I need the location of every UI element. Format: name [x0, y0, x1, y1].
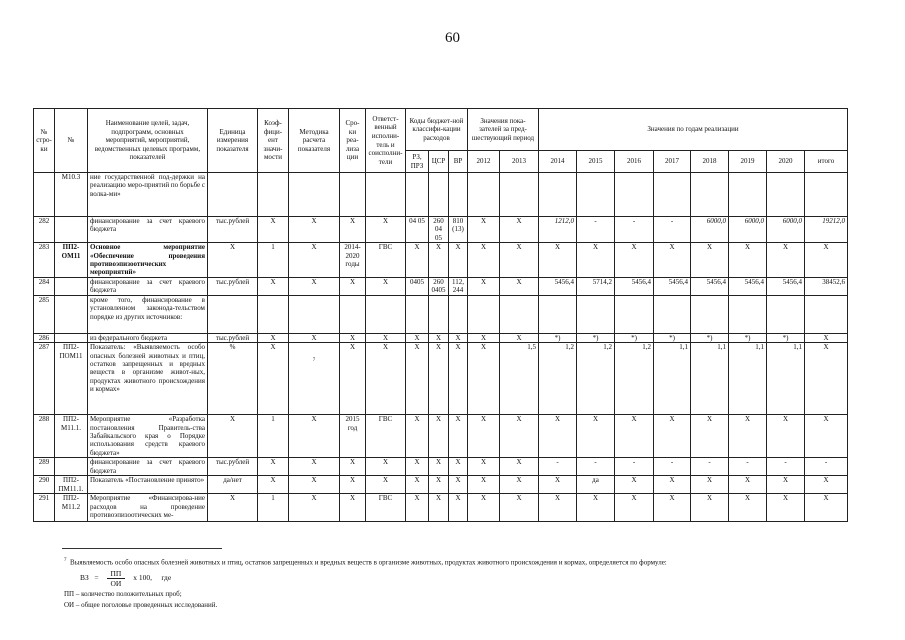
- cell-prev-value: X: [468, 476, 500, 494]
- cell-year-value: 5456,4: [539, 277, 577, 295]
- cell-resp: ГВС: [366, 243, 406, 278]
- cell-n: 291: [34, 494, 55, 522]
- cell-csr: X: [429, 494, 449, 522]
- table-row: [34, 343, 848, 415]
- cell-coef: [258, 295, 289, 333]
- cell-year-value: X: [767, 476, 805, 494]
- cell-method: [289, 173, 340, 217]
- cell-year-value: [729, 173, 767, 217]
- cell-method: X: [289, 277, 340, 295]
- cell-total: [805, 173, 848, 217]
- cell-prev-value: X: [500, 415, 539, 458]
- cell-code: [55, 277, 88, 295]
- cell-resp: [366, 295, 406, 333]
- cell-year-value: X: [691, 415, 729, 458]
- header-code: №: [55, 109, 88, 173]
- cell-name: ние государственной под-держки на реализацию меро-приятий по борьбе с волка-ми»: [88, 173, 208, 217]
- cell-year-value: [691, 173, 729, 217]
- table-header: [34, 109, 848, 173]
- cell-name: финансирование за счет краевого бюджета: [88, 458, 208, 476]
- cell-year-value: X: [654, 415, 691, 458]
- cell-csr: X: [429, 415, 449, 458]
- table-row: [34, 217, 848, 243]
- cell-method: X: [289, 415, 340, 458]
- cell-vr: [449, 295, 468, 333]
- definition-pp: ПП – количество положительных проб;: [64, 590, 182, 598]
- cell-coef: [258, 173, 289, 217]
- cell-total: X: [805, 476, 848, 494]
- cell-name: кроме того, финансирование в установленном законода-тельством порядке из других источников:: [88, 295, 208, 333]
- cell-year-value: *): [691, 333, 729, 342]
- cell-prev-value: X: [468, 333, 500, 342]
- cell-method: X: [289, 494, 340, 522]
- cell-csr: X: [429, 476, 449, 494]
- cell-year-value: 5456,4: [654, 277, 691, 295]
- cell-prev-value: X: [468, 217, 500, 243]
- cell-resp: X: [366, 476, 406, 494]
- cell-vr: X: [449, 415, 468, 458]
- cell-rz: [406, 295, 429, 333]
- cell-year-value: 1,1: [654, 343, 691, 415]
- cell-year-value: X: [615, 494, 654, 522]
- cell-year-value: X: [615, 476, 654, 494]
- cell-prev-value: X: [468, 277, 500, 295]
- cell-year-value: 1,2: [615, 343, 654, 415]
- cell-coef: X: [258, 333, 289, 342]
- cell-resp: X: [366, 458, 406, 476]
- formula-numerator: ПП: [107, 569, 126, 579]
- cell-year-value: -: [654, 217, 691, 243]
- cell-unit: [208, 295, 258, 333]
- cell-year-value: X: [767, 415, 805, 458]
- cell-vr: X: [449, 343, 468, 415]
- cell-csr: 260 04 05: [429, 217, 449, 243]
- cell-year-value: X: [539, 243, 577, 278]
- cell-year-value: X: [767, 243, 805, 278]
- cell-total: X: [805, 343, 848, 415]
- cell-coef: X: [258, 458, 289, 476]
- cell-prev-value: X: [500, 494, 539, 522]
- cell-year-value: *): [654, 333, 691, 342]
- cell-rz: X: [406, 343, 429, 415]
- definition-oi: ОИ – общее поголовье проведенных исследований.: [64, 601, 218, 609]
- cell-year-value: X: [577, 415, 615, 458]
- cell-unit: да/нет: [208, 476, 258, 494]
- cell-year-value: [577, 173, 615, 217]
- cell-year-value: -: [654, 458, 691, 476]
- cell-rz: X: [406, 458, 429, 476]
- cell-name: финансирование за счет краевого бюджета: [88, 277, 208, 295]
- cell-name: Показатель: «Выявляемость особо опасных болезней животных и птиц, остатков запрещенных и вредных веществ в организме живот-ных, продуктах животного происхождения и кормах»: [88, 343, 208, 415]
- cell-vr: X: [449, 494, 468, 522]
- cell-vr: 112, 244: [449, 277, 468, 295]
- cell-name: Показатель «Постановление принято»: [88, 476, 208, 494]
- cell-total: X: [805, 494, 848, 522]
- cell-name: Мероприятие «Разработка постановления Правитель-ства Забайкальского края о Порядке использования средств краевого бюджета»: [88, 415, 208, 458]
- cell-year-value: X: [539, 415, 577, 458]
- cell-term: X: [340, 343, 366, 415]
- cell-year-value: [539, 173, 577, 217]
- cell-n: 287: [34, 343, 55, 415]
- cell-vr: X: [449, 333, 468, 342]
- cell-prev-value: X: [500, 476, 539, 494]
- cell-year-value: 6000,0: [767, 217, 805, 243]
- cell-prev-value: X: [468, 458, 500, 476]
- cell-rz: X: [406, 476, 429, 494]
- cell-year-value: *): [539, 333, 577, 342]
- cell-year-value: [767, 173, 805, 217]
- cell-year-value: X: [577, 243, 615, 278]
- table-row: [34, 243, 848, 278]
- cell-prev-value: X: [500, 217, 539, 243]
- cell-year-value: -: [767, 458, 805, 476]
- footnote-body: Выявляемость особо опасных болезней животных и птиц, остатков запрещенных и вредных веществ в организме животных, продуктах животного происхождения и кормах, определяется по формуле:: [70, 558, 667, 567]
- cell-year-value: 1,2: [539, 343, 577, 415]
- cell-n: 284: [34, 277, 55, 295]
- cell-prev-value: X: [500, 243, 539, 278]
- cell-year-value: -: [539, 458, 577, 476]
- cell-name: из федерального бюджета: [88, 333, 208, 342]
- cell-method: 7: [289, 343, 340, 415]
- cell-year-value: X: [615, 415, 654, 458]
- cell-vr: 810 (13): [449, 217, 468, 243]
- table-row: [34, 476, 848, 494]
- cell-year-value: X: [654, 494, 691, 522]
- cell-rz: 0405: [406, 277, 429, 295]
- header-responsible: Ответст-венный исполни-тель и соисполни-тели: [366, 109, 406, 173]
- cell-code: [55, 333, 88, 342]
- cell-year-value: да: [577, 476, 615, 494]
- header-year: 2015: [577, 151, 615, 173]
- cell-csr: [429, 173, 449, 217]
- cell-csr: X: [429, 458, 449, 476]
- cell-method: X: [289, 458, 340, 476]
- cell-year-value: X: [729, 476, 767, 494]
- cell-coef: 1: [258, 415, 289, 458]
- cell-term: X: [340, 333, 366, 342]
- cell-year-value: X: [615, 243, 654, 278]
- cell-total: X: [805, 333, 848, 342]
- cell-n: 289: [34, 458, 55, 476]
- cell-rz: X: [406, 333, 429, 342]
- cell-code: ПП2-М11.2: [55, 494, 88, 522]
- cell-year-value: [654, 173, 691, 217]
- cell-code: ПП2-М11.1.: [55, 415, 88, 458]
- cell-unit: [208, 173, 258, 217]
- cell-year-value: -: [615, 217, 654, 243]
- cell-coef: X: [258, 343, 289, 415]
- cell-year-value: -: [615, 458, 654, 476]
- header-year: 2013: [500, 151, 539, 173]
- footnote-marker: 7: [64, 558, 67, 563]
- cell-code: [55, 458, 88, 476]
- cell-year-value: *): [577, 333, 615, 342]
- cell-method: X: [289, 333, 340, 342]
- footnote-divider: [62, 548, 222, 549]
- cell-prev-value: 1,5: [500, 343, 539, 415]
- table-row: [34, 295, 848, 333]
- cell-term: X: [340, 217, 366, 243]
- cell-csr: X: [429, 333, 449, 342]
- table-row: [34, 458, 848, 476]
- cell-term: X: [340, 277, 366, 295]
- header-budget-codes: Коды бюджет-ной классифи-кации расходов: [406, 109, 468, 151]
- cell-unit: тыс.рублей: [208, 277, 258, 295]
- cell-term: [340, 173, 366, 217]
- formula-equals: =: [94, 573, 99, 583]
- formula-fraction: [107, 569, 126, 588]
- cell-year-value: X: [729, 243, 767, 278]
- cell-coef: X: [258, 277, 289, 295]
- header-year: 2018: [691, 151, 729, 173]
- header-vr: ВР: [449, 151, 468, 173]
- cell-total: -: [805, 458, 848, 476]
- cell-year-value: 1212,0: [539, 217, 577, 243]
- cell-term: X: [340, 494, 366, 522]
- header-name: Наименование целей, задач, подпрограмм, основных мероприятий, мероприятий, ведомственных целевых программ, показателей: [88, 109, 208, 173]
- cell-vr: [449, 173, 468, 217]
- header-coef: Коэф-фици-ент значи-мости: [258, 109, 289, 173]
- header-year: 2012: [468, 151, 500, 173]
- header-csr: ЦСР: [429, 151, 449, 173]
- header-year: 2017: [654, 151, 691, 173]
- cell-prev-value: X: [500, 333, 539, 342]
- cell-resp: ГВС: [366, 415, 406, 458]
- cell-prev-value: X: [468, 415, 500, 458]
- cell-rz: X: [406, 494, 429, 522]
- cell-total: 38452,6: [805, 277, 848, 295]
- cell-year-value: X: [691, 494, 729, 522]
- cell-csr: 260 0405: [429, 277, 449, 295]
- cell-year-value: 6000,0: [691, 217, 729, 243]
- cell-unit: тыс.рублей: [208, 217, 258, 243]
- cell-name: Основное мероприятие «Обеспечение проведения противоэпизоотических мероприятий»: [88, 243, 208, 278]
- cell-code: М10.3: [55, 173, 88, 217]
- table-row: [34, 277, 848, 295]
- header-prev-values: Значения пока-зателей за пред-шествующий период: [468, 109, 539, 151]
- cell-total: X: [805, 243, 848, 278]
- cell-unit: X: [208, 415, 258, 458]
- cell-code: [55, 217, 88, 243]
- cell-year-value: -: [577, 217, 615, 243]
- cell-year-value: 5714,2: [577, 277, 615, 295]
- cell-method: X: [289, 476, 340, 494]
- cell-coef: X: [258, 476, 289, 494]
- header-unit: Единица измерения показателя: [208, 109, 258, 173]
- cell-year-value: -: [691, 458, 729, 476]
- cell-total: [805, 295, 848, 333]
- cell-resp: X: [366, 343, 406, 415]
- cell-coef: 1: [258, 243, 289, 278]
- cell-prev-value: [500, 295, 539, 333]
- cell-year-value: X: [767, 494, 805, 522]
- formula-where: где: [161, 573, 172, 583]
- cell-year-value: [691, 295, 729, 333]
- table-row: [34, 494, 848, 522]
- cell-year-value: [654, 295, 691, 333]
- cell-prev-value: X: [468, 343, 500, 415]
- cell-year-value: [539, 295, 577, 333]
- header-terms: Сро-ки реа-лиза ции: [340, 109, 366, 173]
- cell-term: [340, 295, 366, 333]
- cell-n: 282: [34, 217, 55, 243]
- cell-rz: 04 05: [406, 217, 429, 243]
- cell-year-value: [577, 295, 615, 333]
- cell-prev-value: X: [500, 458, 539, 476]
- table-body: [34, 173, 848, 522]
- cell-vr: X: [449, 476, 468, 494]
- formula-rhs: х 100,: [133, 573, 152, 583]
- header-year: 2019: [729, 151, 767, 173]
- table-row: [34, 333, 848, 342]
- cell-year-value: -: [577, 458, 615, 476]
- cell-rz: X: [406, 415, 429, 458]
- cell-term: 2015 год: [340, 415, 366, 458]
- cell-rz: [406, 173, 429, 217]
- header-year: 2016: [615, 151, 654, 173]
- cell-term: X: [340, 476, 366, 494]
- cell-code: [55, 295, 88, 333]
- header-year-values: Значения по годам реализации: [539, 109, 848, 151]
- cell-unit: X: [208, 494, 258, 522]
- cell-year-value: X: [654, 476, 691, 494]
- cell-prev-value: [500, 173, 539, 217]
- cell-n: 285: [34, 295, 55, 333]
- cell-year-value: X: [729, 415, 767, 458]
- cell-year-value: X: [654, 243, 691, 278]
- cell-coef: X: [258, 217, 289, 243]
- cell-method: X: [289, 243, 340, 278]
- cell-year-value: 1,1: [729, 343, 767, 415]
- cell-year-value: X: [691, 243, 729, 278]
- cell-unit: X: [208, 243, 258, 278]
- cell-csr: [429, 295, 449, 333]
- cell-name: финансирование за счет краевого бюджета: [88, 217, 208, 243]
- cell-prev-value: X: [468, 243, 500, 278]
- cell-vr: X: [449, 458, 468, 476]
- cell-year-value: *): [729, 333, 767, 342]
- header-row-num: № стро-ки: [34, 109, 55, 173]
- cell-resp: ГВС: [366, 494, 406, 522]
- cell-resp: [366, 173, 406, 217]
- formula: [80, 569, 171, 588]
- cell-year-value: 1,2: [577, 343, 615, 415]
- formula-denominator: ОИ: [110, 579, 122, 588]
- cell-year-value: [729, 295, 767, 333]
- cell-method: X: [289, 217, 340, 243]
- cell-name: Мероприятие «Финансирова-ние расходов на проведение противоэпизоотических ме-: [88, 494, 208, 522]
- cell-prev-value: [468, 173, 500, 217]
- cell-term: X: [340, 458, 366, 476]
- cell-total: X: [805, 415, 848, 458]
- cell-year-value: [615, 295, 654, 333]
- table-row: [34, 173, 848, 217]
- cell-year-value: 5456,4: [729, 277, 767, 295]
- cell-n: [34, 173, 55, 217]
- cell-year-value: X: [729, 494, 767, 522]
- cell-year-value: [767, 295, 805, 333]
- cell-total: 19212,0: [805, 217, 848, 243]
- cell-year-value: 6000,0: [729, 217, 767, 243]
- cell-year-value: 5456,4: [615, 277, 654, 295]
- cell-year-value: X: [539, 476, 577, 494]
- cell-vr: X: [449, 243, 468, 278]
- cell-code: ПП2-ПМ11.1.: [55, 476, 88, 494]
- cell-year-value: 5456,4: [691, 277, 729, 295]
- header-method: Методика расчета показателя: [289, 109, 340, 173]
- cell-code: ПП2-ОМ11: [55, 243, 88, 278]
- table-row: [34, 415, 848, 458]
- cell-year-value: [615, 173, 654, 217]
- header-year: 2020: [767, 151, 805, 173]
- cell-csr: X: [429, 243, 449, 278]
- cell-resp: X: [366, 217, 406, 243]
- cell-term: 2014-2020 годы: [340, 243, 366, 278]
- cell-prev-value: [468, 295, 500, 333]
- header-rz: РЗ, ПРЗ: [406, 151, 429, 173]
- cell-prev-value: X: [468, 494, 500, 522]
- cell-year-value: 1,1: [767, 343, 805, 415]
- cell-year-value: *): [767, 333, 805, 342]
- cell-year-value: *): [615, 333, 654, 342]
- cell-csr: X: [429, 343, 449, 415]
- formula-lhs: ВЗ: [80, 573, 89, 583]
- cell-unit: тыс.рублей: [208, 458, 258, 476]
- page-number: 60: [445, 30, 460, 46]
- cell-method: [289, 295, 340, 333]
- cell-n: 283: [34, 243, 55, 278]
- indicators-table: [33, 108, 848, 522]
- cell-coef: 1: [258, 494, 289, 522]
- cell-year-value: X: [577, 494, 615, 522]
- cell-year-value: X: [691, 476, 729, 494]
- cell-n: 288: [34, 415, 55, 458]
- cell-year-value: 1,1: [691, 343, 729, 415]
- cell-n: 290: [34, 476, 55, 494]
- cell-resp: X: [366, 277, 406, 295]
- cell-year-value: X: [539, 494, 577, 522]
- cell-prev-value: X: [500, 277, 539, 295]
- header-total: итого: [805, 151, 848, 173]
- cell-unit: тыс.рублей: [208, 333, 258, 342]
- cell-year-value: -: [729, 458, 767, 476]
- cell-unit: %: [208, 343, 258, 415]
- cell-n: 286: [34, 333, 55, 342]
- header-year: 2014: [539, 151, 577, 173]
- cell-resp: X: [366, 333, 406, 342]
- cell-code: ПП2-ПОМ11: [55, 343, 88, 415]
- cell-year-value: 5456,4: [767, 277, 805, 295]
- cell-rz: X: [406, 243, 429, 278]
- footnote-text: [64, 558, 667, 566]
